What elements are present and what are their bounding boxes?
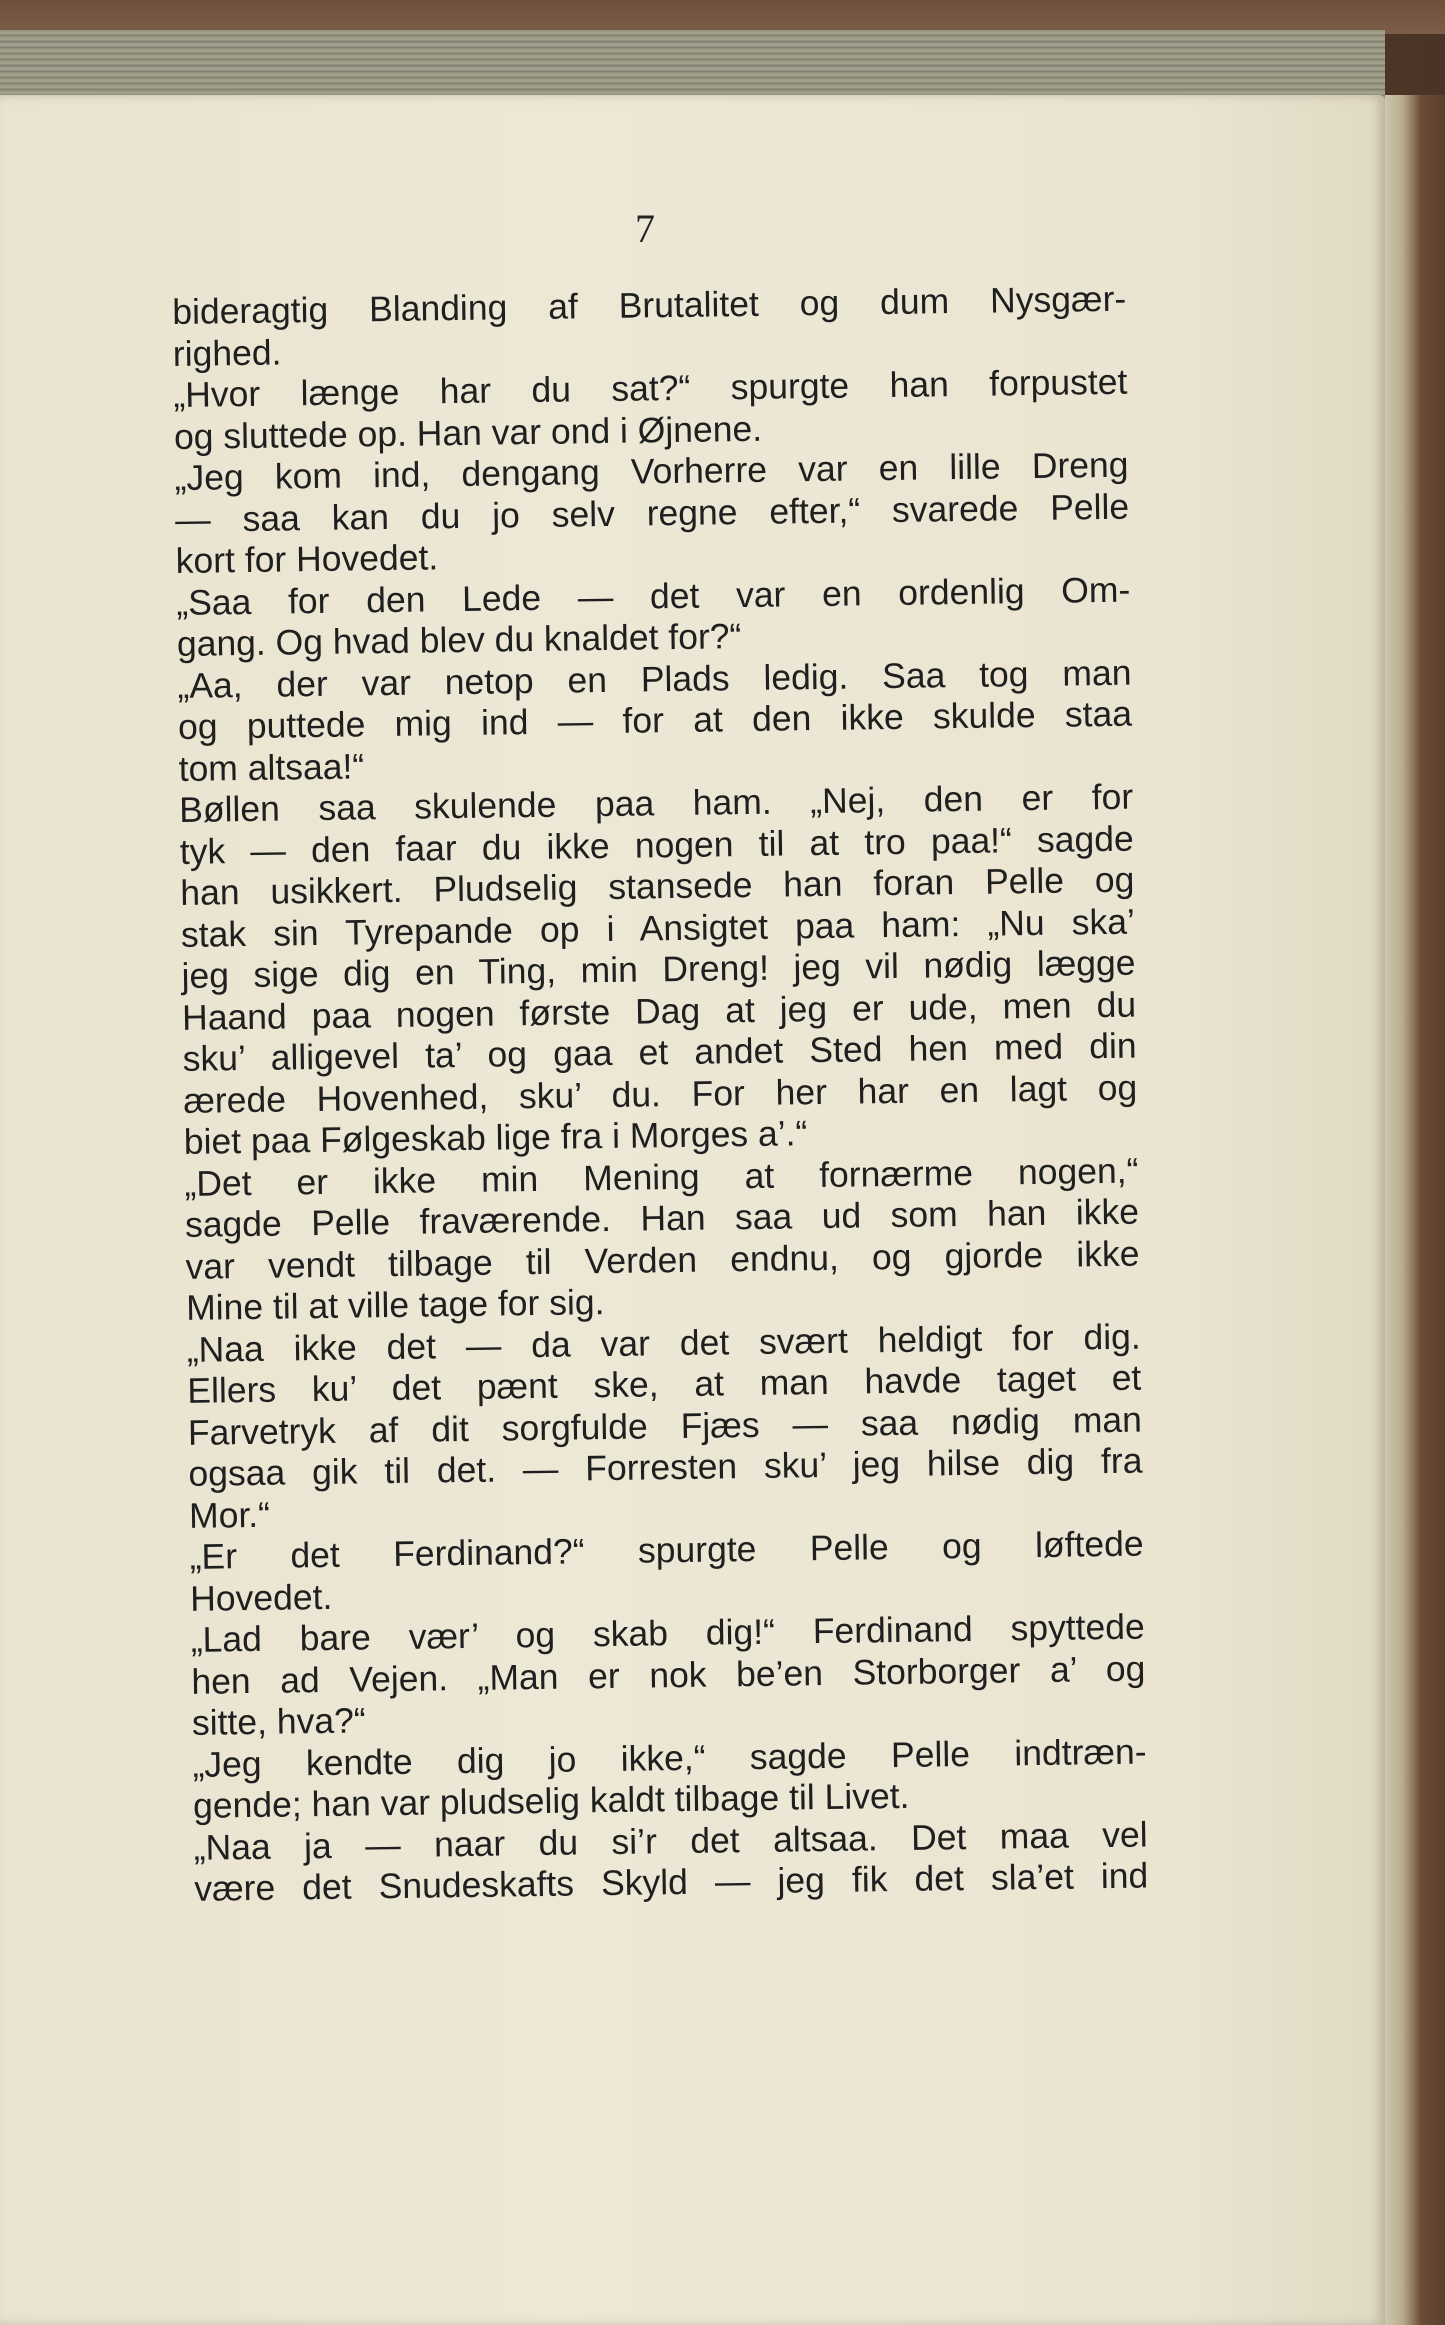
text-line: ærede Hovenhed, sku’ du. For her har en lagt og [183,1067,1138,1121]
text-line: og puttede mig ind — for at den ikke skulde staa [177,693,1133,747]
text-line: Mine til at ville tage for sig. [185,1282,605,1328]
text-line: righed. [172,331,282,374]
text-line: Bøllen saa skulende paa ham. „Nej, den er for [178,776,1134,830]
text-line: hen ad Vejen. „Man er nok be’en Storborger a’ og [191,1648,1146,1702]
text-line: og sluttede op. Han var ond i Øjnene. [173,408,763,457]
text-line: Hovedet. [189,1576,333,1619]
cover-top-edge [0,0,1445,34]
text-line: stak sin Tyrepande op i Ansigtet paa ham: „Nu ska’ [180,901,1136,955]
page-number: 7 [635,206,655,251]
text-line: „Naa ikke det — da var det svært heldigt for dig. [186,1316,1141,1370]
text-line: sku’ alligevel ta’ og gaa et andet Sted hen med din [182,1025,1137,1079]
text-line: „Aa, der var netop en Plads ledig. Saa tog man [177,652,1132,706]
text-line: Haand paa nogen første Dag at jeg er ude, men du [181,984,1137,1038]
text-line: sagde Pelle fraværende. Han saa ud som han ikke [184,1191,1140,1245]
text-line: „Lad bare vær’ og skab dig!“ Ferdinand spyttede [190,1606,1146,1660]
text-line: biet paa Følgeskab lige fra i Morges a’.“ [183,1113,808,1162]
text-line: var vendt tilbage til Verden endnu, og gjorde ikke [185,1233,1140,1287]
page-right-edge [1385,95,1445,2325]
text-line: „Det er ikke min Mening at fornærme nogen,“ [184,1150,1139,1204]
text-line: Mor.“ [188,1494,271,1536]
text-line: sitte, hva?“ [191,1700,366,1743]
text-line: „Hvor længe har du sat?“ spurgte han forpustet [173,361,1128,415]
text-line: gende; han var pludselig kaldt tilbage til Livet. [192,1775,910,1826]
text-line: „Naa ja — naar du si’r det altsaa. Det maa vel [193,1814,1148,1868]
body-text [172,279,1149,1911]
text-line: ogsaa gik til det. — Forresten sku’ jeg hilse dig fra [188,1440,1143,1494]
text-line: „Jeg kendte dig jo ikke,“ sagde Pelle indtræn- [192,1731,1147,1785]
text-line: være det Snudeskafts Skyld — jeg fik det sla’et ind [194,1855,1149,1909]
text-line: tyk — den faar du ikke nogen til at tro paa!“ sagde [179,818,1134,872]
text-line: Farvetryk af dit sorgfulde Fjæs — saa nødig man [187,1399,1143,1453]
text-line: kort for Hovedet. [175,537,439,581]
text-line: han usikkert. Pludselig stansede han foran Pelle og [180,859,1135,913]
text-line: — saa kan du jo selv regne efter,“ svarede Pelle [174,486,1130,540]
text-line: bideragtig Blanding af Brutalitet og dum Nysgær- [172,278,1127,332]
text-line: tom altsaa!“ [178,745,365,789]
text-line: „Saa for den Lede — det var en ordenlig Om- [176,569,1131,623]
page-stack-edge [0,30,1385,102]
text-line: jeg sige dig en Ting, min Dreng! jeg vil nødig lægge [181,942,1136,996]
text-line: „Jeg kom ind, dengang Vorherre var en lille Dreng [174,444,1129,498]
text-line: Ellers ku’ det pænt ske, at man havde taget et [187,1357,1142,1411]
text-line: gang. Og hvad blev du knaldet for?“ [176,616,742,664]
text-line: „Er det Ferdinand?“ spurgte Pelle og løftede [189,1523,1144,1577]
